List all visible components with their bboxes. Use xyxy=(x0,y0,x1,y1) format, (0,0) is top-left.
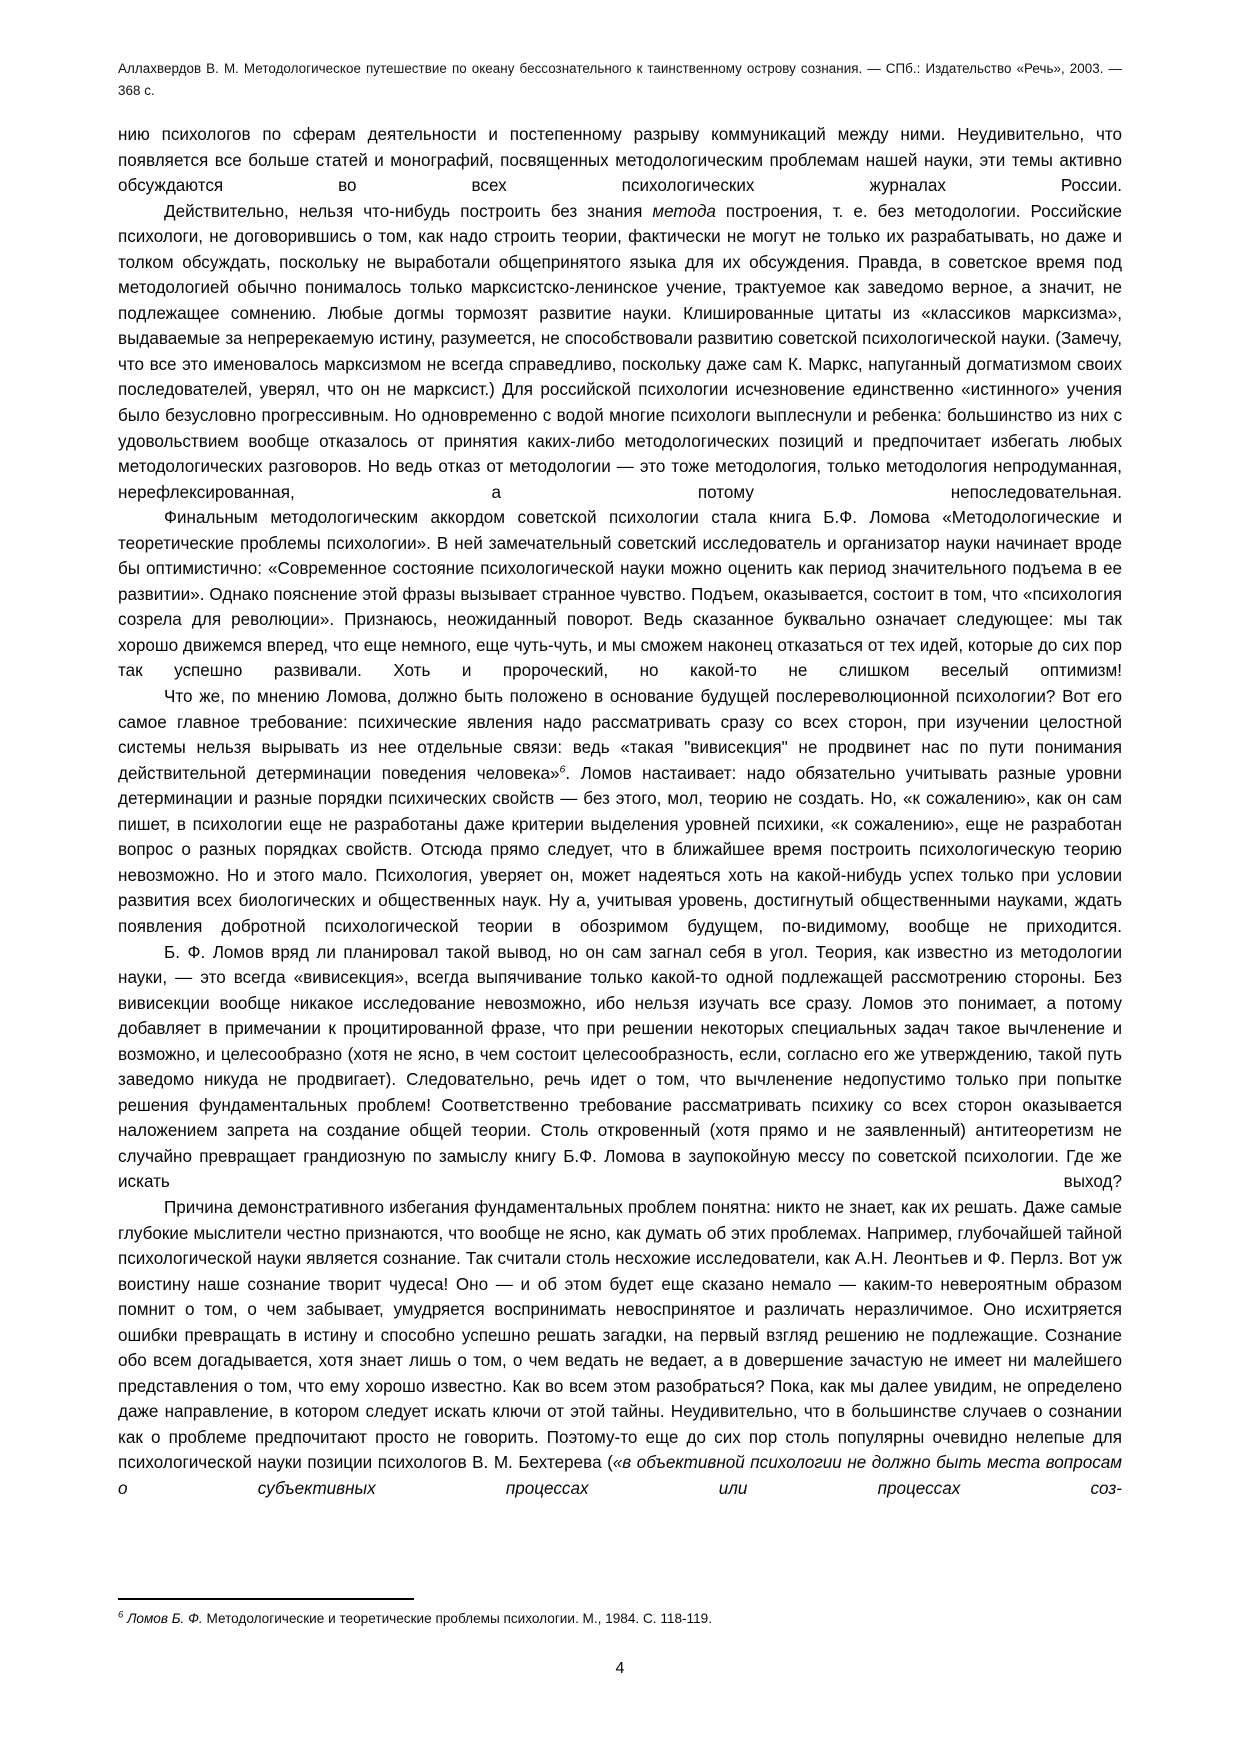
text-run: Финальным методологическим аккордом советской психологии стала книга Б.Ф. Ломова «Методологические и теоретические проблемы психологии». В ней замечательный советский исследователь и организатор науки начинает вроде бы оптимистично: «Современное состояние психологической науки можно оценить как период значительного подъема в ее развитии». Однако пояснение этой фразы вызывает странное чувство. Подъем, оказывается, состоит в том, что «психология созрела для революции». Признаюсь, неожиданный поворот. Ведь сказанное буквально означает следующее: мы так хорошо движемся вперед, что еще немного, еще чуть-чуть, и мы сможем наконец отказаться от тех идей, которые до сих пор так успешно развивали. Хоть и пророческий, но какой-то не слишком веселый оптимизм! xyxy=(118,508,1122,681)
body-paragraph xyxy=(118,684,1122,939)
footnote-separator-rule xyxy=(118,1598,414,1600)
footnote-marker: 6 xyxy=(118,1609,124,1621)
text-run: Причина демонстративного избегания фундаментальных проблем понятна: никто не знает, как их решать. Даже самые глубокие мыслители честно признаются, что вообще не ясно, как думать об этих проблемах. Например, глубочайшей тайной психологической науки является сознание. Так считали столь несхожие исследователи, как А.Н. Леонтьев и Ф. Перлз. Вот уж воистину наше сознание творит чудеса! Оно — и об этом будет еще сказано немало — каким-то невероятным образом помнит о том, о чем забывает, умудряется воспринимать невоспринятое и различать неразличимое. Оно исхитряется ошибки превращать в истину и способно успешно решать загадки, на первый взгляд решению не подлежащие. Сознание обо всем догадывается, хотя знает лишь о том, о чем ведать не ведает, а в довершение зачастую не имеет ни малейшего представления о том, что ему хорошо известно. Как во всем этом разобраться? Пока, как мы далее увидим, не определено даже направление, в котором следует искать ключи от этой тайны. Неудивительно, что в большинстве случаев о сознании как о проблеме предпочитают просто не говорить. Поэтому-то еще до сих пор столь популярны очевидно нелепые для психологической науки позиции психологов В. М. Бехтерева ( xyxy=(118,1197,1122,1473)
body-paragraph xyxy=(118,940,1122,1195)
page-content xyxy=(118,0,1122,1753)
text-run: Что же, по мнению Ломова, должно быть положено в основание будущей послереволюционной психологии? Вот его самое главное требование: психические явления надо рассматривать сразу со всех сторон, при изучении целостной системы нельзя вырывать из нее отдельные связи: ведь «такая "вивисекция" не продвинет нас по пути понимания действительной детерминации поведения человека» xyxy=(118,687,1122,783)
body-paragraph xyxy=(118,505,1122,684)
footnote-entry xyxy=(118,1609,1122,1629)
text-run: нию психологов по сферам деятельности и постепенному разрыву коммуникаций между ними. Неудивительно, что появляется все больше статей и монографий, посвященных методологическим проблемам нашей науки, эти темы активно обсуждаются во всех психологических журналах России. xyxy=(118,125,1122,196)
running-header: Аллахвердов В. М. Методологическое путешествие по океану бессознательного к таинственному острову сознания. — СПб.: Издательство «Речь», 2003. — 368 с. xyxy=(118,61,1122,98)
body-paragraph xyxy=(118,199,1122,506)
page-number: 4 xyxy=(615,1660,625,1677)
italic-run: метода xyxy=(652,201,716,221)
text-run: . Ломов настаивает: надо обязательно учитывать разные уровни детерминации и разные порядки психических свойств — без этого, мол, теорию не создать. Но, «к сожалению», как он сам пишет, в психологии еще не разработаны даже критерии выделения уровней психики, «к сожалению», еще не разработан вопрос о разных порядках свойств. Отсюда прямо следует, что в ближайшее время построить психологическую теорию невозможно. Но и этого мало. Психология, уверяет он, может надеяться хоть на какой-нибудь успех только при условии развития всех биологических и общественных наук. Ну а, учитывая уровень, достигнутый общественными науками, ждать появления добротной психологической теории в обозримом будущем, по-видимому, вообще не приходится. xyxy=(118,763,1122,936)
body-paragraph xyxy=(118,122,1122,199)
body-text-column xyxy=(118,122,1122,1502)
italic-run: «в объективной психологии не должно быть места вопросам о субъективных процессах или процессах соз- xyxy=(118,1453,1122,1498)
footnote-area xyxy=(118,1598,1122,1629)
text-run: построения, т. е. без методологии. Российские психологи, не договорившись о том, как надо строить теории, фактически не могут не только их разрабатывать, но даже и толком обсуждать, поскольку не выработали общепринятого языка для их обсуждения. Правда, в советское время под методологией обычно понималось только марксистско-ленинское учение, трактуемое как заведомо верное, а значит, не подлежащее сомнению. Любые догмы тормозят развитие науки. Клишированные цитаты из «классиков марксизма», выдаваемые за непререкаемую истину, разумеется, не способствовали развитию советской психологической науки. (Замечу, что все это именовалось марксизмом не всегда справедливо, поскольку даже сам К. Маркс, напуганный догматизмом своих последователей, уверял, что он не марксист.) Для российской психологии исчезновение единственно «истинного» учения было безусловно прогрессивным. Но одновременно с водой многие психологи выплеснули и ребенка: большинство из них с удовольствием вообще отказалось от принятия каких-либо методологических позиций и предпочитает избегать любых методологических разговоров. Но ведь отказ от методологии — это тоже методология, только методология непродуманная, нерефлексированная, а потому непоследовательная. xyxy=(118,201,1122,502)
footnote-author: Ломов Б. Ф. xyxy=(123,1611,203,1626)
footnote-reference-marker: 6 xyxy=(559,762,566,775)
footnote-citation: Методологические и теоретические проблемы психологии. М., 1984. С. 118-119. xyxy=(202,1611,712,1626)
text-run: Действительно, нельзя что-нибудь построить без знания xyxy=(164,201,653,221)
body-paragraph xyxy=(118,1195,1122,1502)
text-run: Б. Ф. Ломов вряд ли планировал такой вывод, но он сам загнал себя в угол. Теория, как известно из методологии науки, — это всегда «вивисекция», всегда выпячивание только какой-то одной подлежащей рассмотрению стороны. Без вивисекции вообще никакое исследование невозможно, ибо нельзя изучать все сразу. Ломов это понимает, а потому добавляет в примечании к процитированной фразе, что при решении некоторых специальных задач такое вычленение и возможно, и целесообразно (хотя не ясно, в чем состоит целесообразность, если, согласно его же утверждению, такой путь заведомо никуда не продвигает). Следовательно, речь идет о том, что вычленение недопустимо только при попытке решения фундаментальных проблем! Соответственно требование рассматривать психику со всех сторон оказывается наложением запрета на создание общей теории. Столь откровенный (хотя прямо и не заявленный) антитеоретизм не случайно превращает грандиозную по замыслу книгу Б.Ф. Ломова в заупокойную мессу по советской психологии. Где же искать выход? xyxy=(118,942,1122,1192)
